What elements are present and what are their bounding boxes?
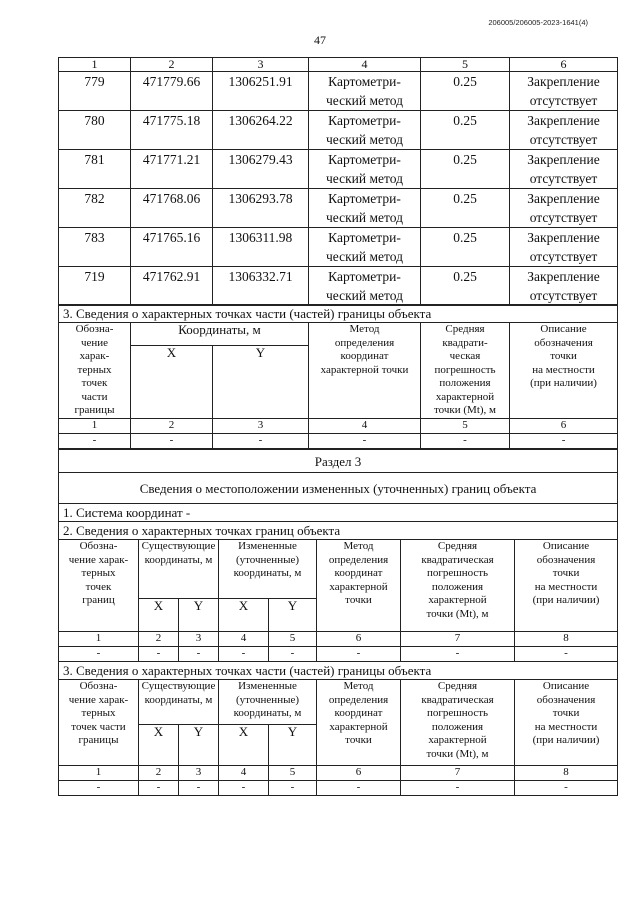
empty-cell: -	[131, 433, 213, 448]
column-number: 3	[213, 58, 309, 72]
method-cell: Картометри- ческий метод	[309, 228, 421, 267]
point-number: 780	[59, 111, 131, 150]
column-number: 5	[421, 58, 510, 72]
description-cell: Закрепление отсутствует	[510, 72, 618, 111]
column-number: 2	[131, 418, 213, 433]
x-coordinate: 471775.18	[131, 111, 213, 150]
column-number: 4	[219, 632, 269, 647]
section-title-row	[59, 662, 618, 680]
table-row	[59, 150, 618, 189]
column-number: 1	[59, 58, 131, 72]
document-id: 206005/206005-2023-1641(4)	[488, 18, 588, 27]
accuracy-header: Средняя квадратическая погрешность положения характерной точки (Mt), м	[401, 680, 515, 766]
column-number: 4	[309, 58, 421, 72]
part-points-table	[58, 304, 618, 449]
table-row	[59, 228, 618, 267]
empty-cell: -	[179, 781, 219, 796]
y-coordinate: 1306311.98	[213, 228, 309, 267]
accuracy-cell: 0.25	[421, 150, 510, 189]
column-number-row	[59, 58, 618, 72]
column-number: 8	[515, 632, 618, 647]
section-heading-row	[59, 473, 618, 504]
empty-cell: -	[59, 647, 139, 662]
column-number: 6	[510, 418, 618, 433]
y-coordinate: 1306264.22	[213, 111, 309, 150]
column-number: 6	[317, 766, 401, 781]
y-header: Y	[213, 345, 309, 418]
characteristic-points-table	[58, 57, 618, 306]
empty-cell: -	[515, 781, 618, 796]
column-number: 3	[213, 418, 309, 433]
points-section-title: 2. Сведения о характерных точках границ объекта	[59, 522, 618, 540]
y-header: Y	[269, 599, 317, 632]
x-header: X	[139, 725, 179, 766]
empty-cell: -	[219, 647, 269, 662]
column-number: 6	[510, 58, 618, 72]
designation-header: Обозна- чение харак- терных точек границ	[59, 540, 139, 632]
existing-coords-header: Существующие координаты, м	[139, 540, 219, 599]
description-cell: Закрепление отсутствует	[510, 111, 618, 150]
y-coordinate: 1306279.43	[213, 150, 309, 189]
empty-cell: -	[269, 781, 317, 796]
column-number: 6	[317, 632, 401, 647]
column-number-row	[59, 418, 618, 433]
column-number: 7	[401, 632, 515, 647]
method-header: Метод определения координат характерной точки	[317, 540, 401, 632]
method-cell: Картометри- ческий метод	[309, 189, 421, 228]
column-number: 7	[401, 766, 515, 781]
description-header: Описание обозначения точки на местности (при наличии)	[515, 680, 618, 766]
section-heading-row	[59, 450, 618, 473]
method-cell: Картометри- ческий метод	[309, 72, 421, 111]
y-header: Y	[269, 725, 317, 766]
empty-row	[59, 647, 618, 662]
column-number-row	[59, 766, 618, 781]
x-coordinate: 471771.21	[131, 150, 213, 189]
table-row	[59, 72, 618, 111]
point-number: 781	[59, 150, 131, 189]
method-header: Метод определения координат характерной точки	[317, 680, 401, 766]
accuracy-cell: 0.25	[421, 72, 510, 111]
x-coordinate: 471762.91	[131, 267, 213, 306]
parts-section-title: 3. Сведения о характерных точках части (частей) границы объекта	[59, 305, 618, 323]
coord-system-row	[59, 504, 618, 522]
empty-cell: -	[401, 781, 515, 796]
table-row	[59, 111, 618, 150]
empty-cell: -	[139, 781, 179, 796]
description-cell: Закрепление отсутствует	[510, 189, 618, 228]
column-number: 5	[269, 632, 317, 647]
x-header: X	[219, 599, 269, 632]
empty-cell: -	[139, 647, 179, 662]
column-number: 2	[139, 766, 179, 781]
section-title-row	[59, 305, 618, 323]
column-number: 1	[59, 418, 131, 433]
point-number: 719	[59, 267, 131, 306]
empty-cell: -	[401, 647, 515, 662]
description-cell: Закрепление отсутствует	[510, 228, 618, 267]
x-coordinate: 471768.06	[131, 189, 213, 228]
column-number: 3	[179, 766, 219, 781]
point-number: 783	[59, 228, 131, 267]
x-coordinate: 471779.66	[131, 72, 213, 111]
x-header: X	[139, 599, 179, 632]
table-row	[59, 267, 618, 306]
description-header: Описание обозначения точки на местности (при наличии)	[515, 540, 618, 632]
point-number: 782	[59, 189, 131, 228]
header-row	[59, 323, 618, 346]
points-table-body	[59, 58, 618, 306]
method-cell: Картометри- ческий метод	[309, 150, 421, 189]
changed-coords-header: Измененные (уточненные) координаты, м	[219, 680, 317, 725]
column-number: 2	[131, 58, 213, 72]
empty-row	[59, 433, 618, 448]
x-coordinate: 471765.16	[131, 228, 213, 267]
empty-cell: -	[510, 433, 618, 448]
empty-cell: -	[213, 433, 309, 448]
column-number: 1	[59, 632, 139, 647]
designation-header: Обозна- чение харак- терных точек части границы	[59, 323, 131, 419]
empty-cell: -	[59, 781, 139, 796]
empty-row	[59, 781, 618, 796]
column-number: 1	[59, 766, 139, 781]
empty-cell: -	[179, 647, 219, 662]
column-number-row	[59, 632, 618, 647]
empty-cell: -	[317, 647, 401, 662]
section-3-subtitle: Сведения о местоположении измененных (уточненных) границ объекта	[59, 473, 618, 504]
accuracy-cell: 0.25	[421, 228, 510, 267]
description-header: Описание обозначения точки на местности (при наличии)	[510, 323, 618, 419]
empty-cell: -	[515, 647, 618, 662]
existing-coords-header: Существующие координаты, м	[139, 680, 219, 725]
x-header: X	[131, 345, 213, 418]
section-title-row	[59, 522, 618, 540]
column-number: 4	[309, 418, 421, 433]
y-header: Y	[179, 599, 219, 632]
x-header: X	[219, 725, 269, 766]
table-row	[59, 189, 618, 228]
empty-cell: -	[309, 433, 421, 448]
changed-coords-header: Измененные (уточненные) координаты, м	[219, 540, 317, 599]
accuracy-cell: 0.25	[421, 267, 510, 306]
y-coordinate: 1306332.71	[213, 267, 309, 306]
header-row	[59, 540, 618, 599]
column-number: 4	[219, 766, 269, 781]
method-cell: Картометри- ческий метод	[309, 267, 421, 306]
y-coordinate: 1306293.78	[213, 189, 309, 228]
description-cell: Закрепление отсутствует	[510, 150, 618, 189]
section-3-table	[58, 449, 618, 796]
accuracy-cell: 0.25	[421, 189, 510, 228]
page-number: 47	[314, 33, 326, 47]
coordinates-header: Координаты, м	[131, 323, 309, 346]
parts-section-title: 3. Сведения о характерных точках части (частей) границы объекта	[59, 662, 618, 680]
method-header: Метод определения координат характерной точки	[309, 323, 421, 419]
coordinate-system: 1. Система координат -	[59, 504, 618, 522]
empty-cell: -	[317, 781, 401, 796]
accuracy-header: Средняя квадрати- ческая погрешность положения характерной точки (Mt), м	[421, 323, 510, 419]
accuracy-header: Средняя квадратическая погрешность положения характерной точки (Mt), м	[401, 540, 515, 632]
empty-cell: -	[421, 433, 510, 448]
accuracy-cell: 0.25	[421, 111, 510, 150]
designation-header: Обозна- чение харак- терных точек части границы	[59, 680, 139, 766]
empty-cell: -	[269, 647, 317, 662]
header-row	[59, 680, 618, 725]
y-coordinate: 1306251.91	[213, 72, 309, 111]
column-number: 8	[515, 766, 618, 781]
section-3-title: Раздел 3	[59, 450, 618, 473]
point-number: 779	[59, 72, 131, 111]
description-cell: Закрепление отсутствует	[510, 267, 618, 306]
column-number: 5	[269, 766, 317, 781]
method-cell: Картометри- ческий метод	[309, 111, 421, 150]
empty-cell: -	[219, 781, 269, 796]
column-number: 5	[421, 418, 510, 433]
column-number: 3	[179, 632, 219, 647]
y-header: Y	[179, 725, 219, 766]
empty-cell: -	[59, 433, 131, 448]
column-number: 2	[139, 632, 179, 647]
